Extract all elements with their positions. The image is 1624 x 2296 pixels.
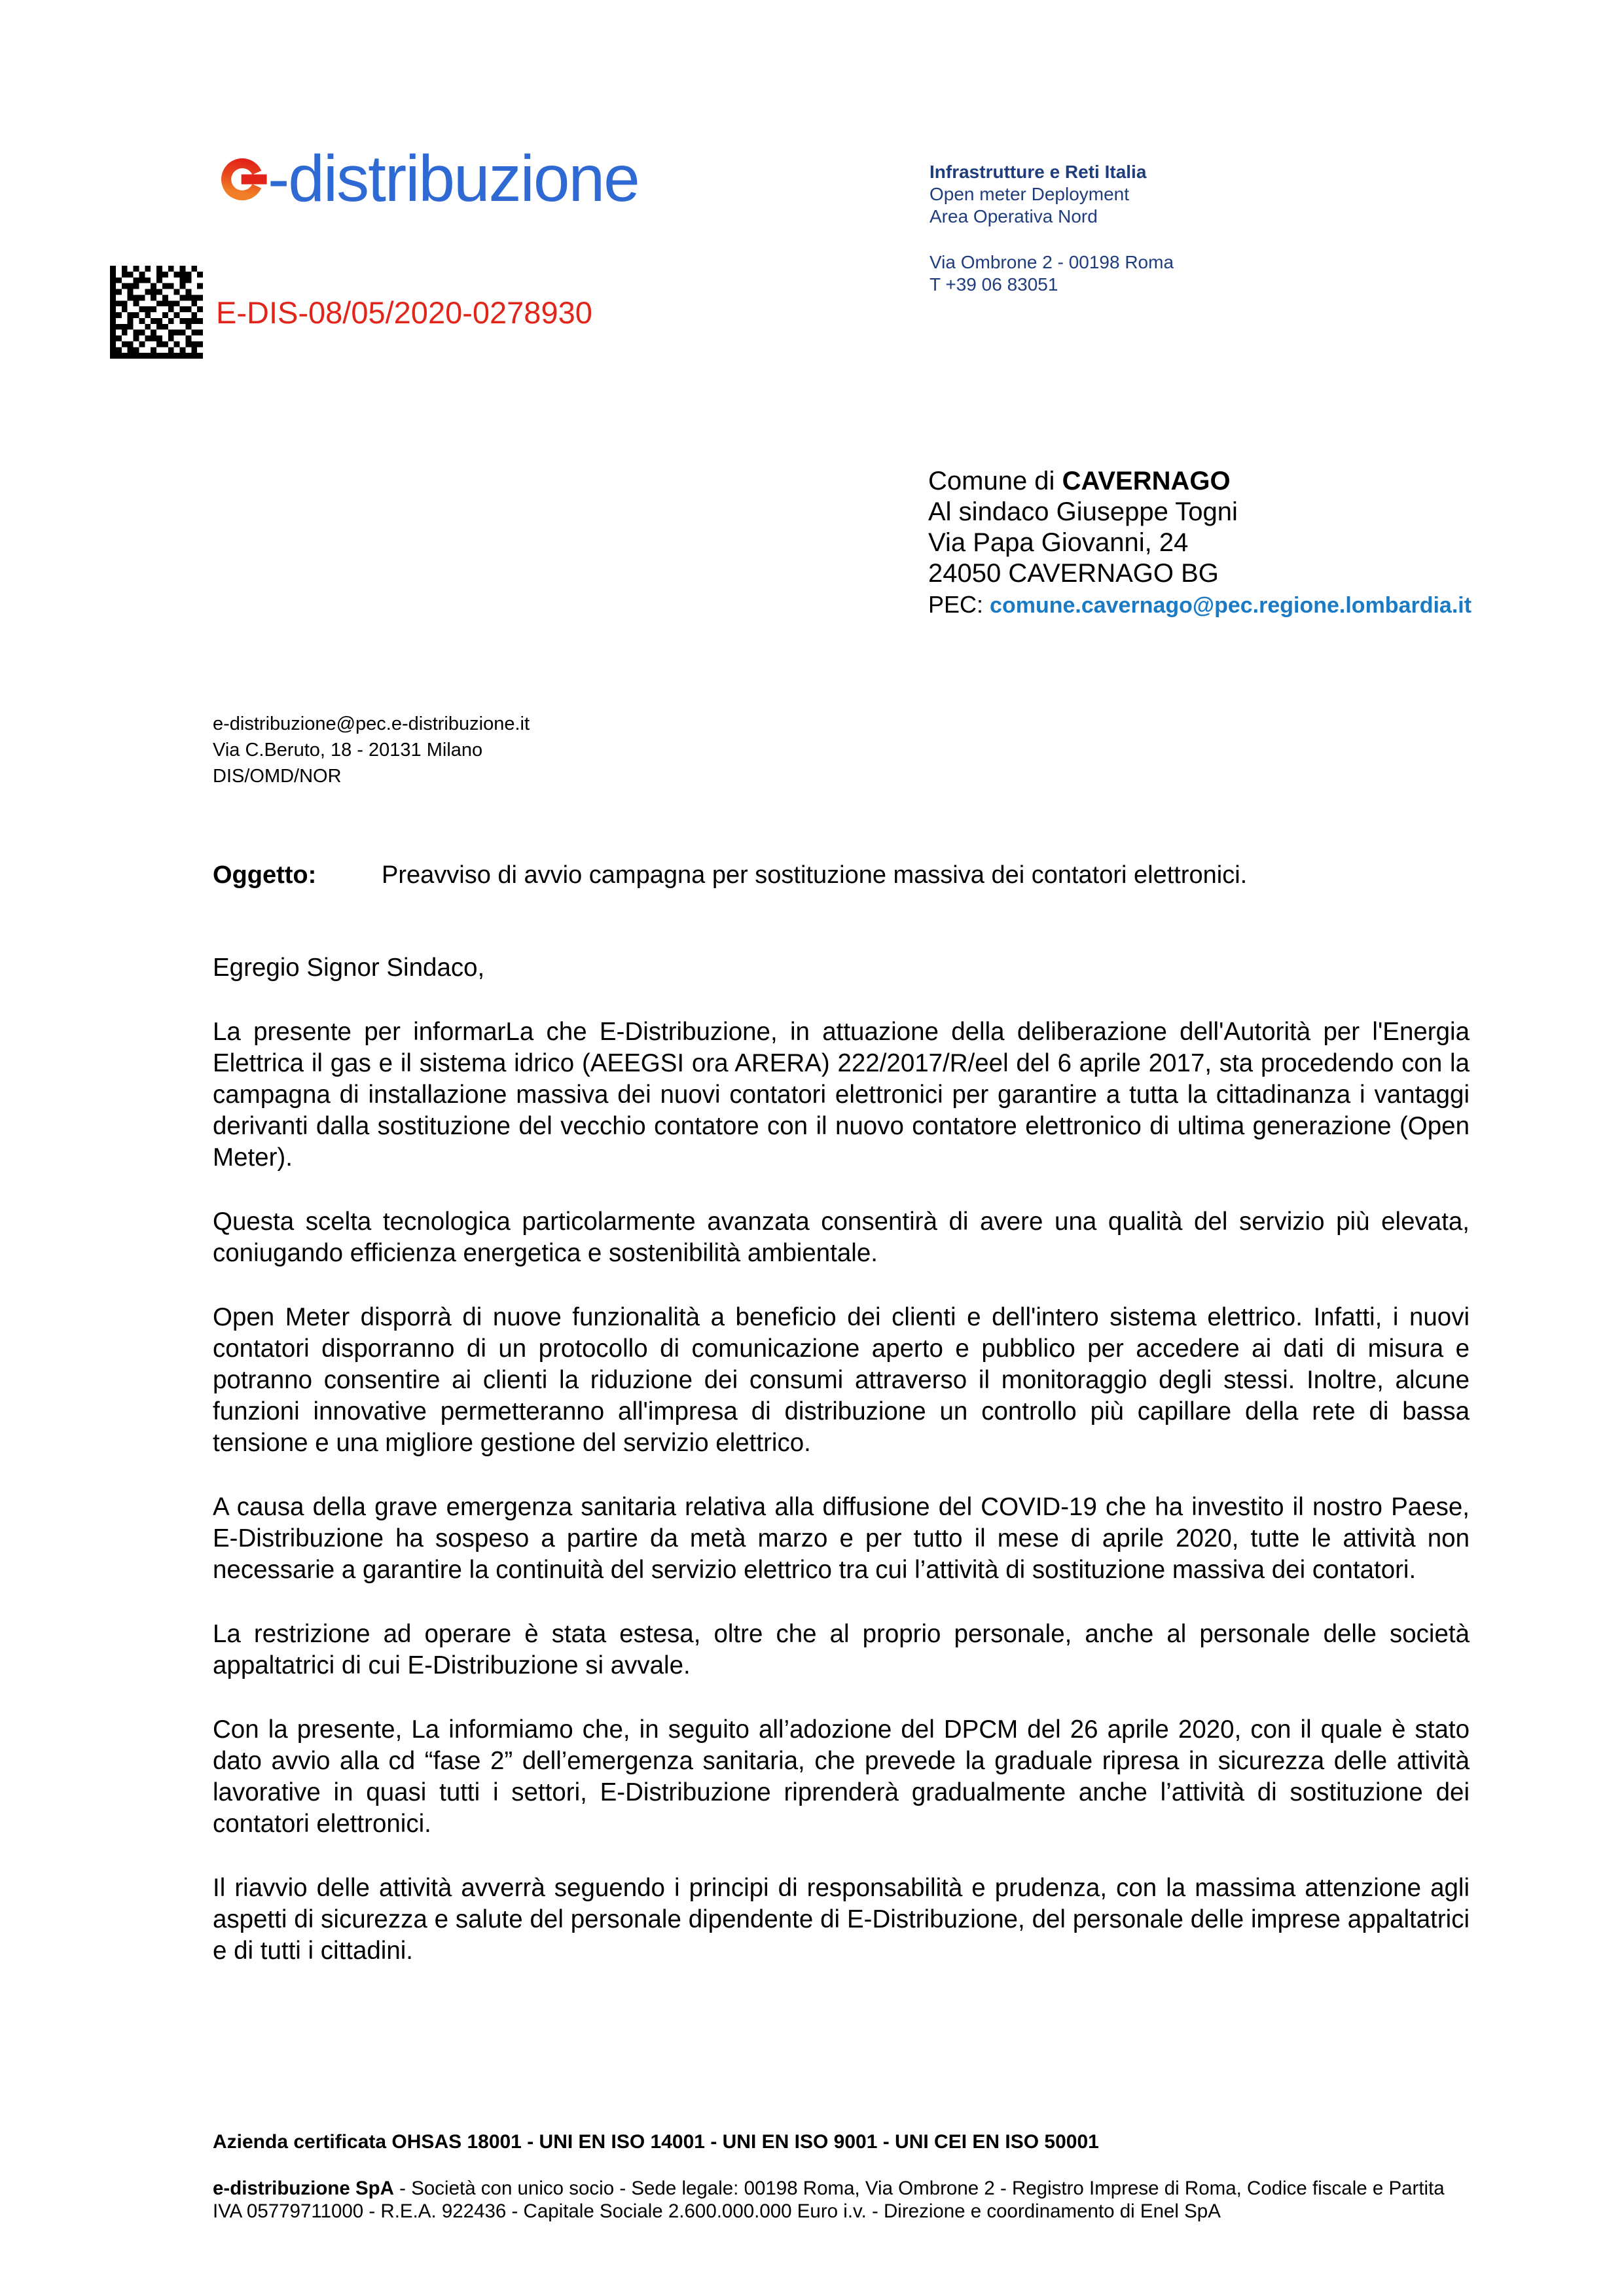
recipient-pec-line [928,589,1471,621]
header-area: Area Operativa Nord [929,206,1098,226]
header-address: Via Ombrone 2 - 00198 Roma [929,252,1174,272]
sender-unit: DIS/OMD/NOR [213,766,342,787]
recipient-prefix: Comune di [928,467,1062,495]
protocol-number: E-DIS-08/05/2020-0278930 [216,295,592,330]
datamatrix-svg [110,266,203,359]
paragraph: Questa scelta tecnologica particolarmente avanzata consentirà di avere una qualità del servizio più elevata, coniugando efficienza energetica e sostenibilità ambientale. [213,1208,1470,1267]
letter-body [213,952,1470,2000]
paragraph: Open Meter disporrà di nuove funzionalità a beneficio dei clienti e dell'intero sistema elettrico. Infatti, i nuovi contatori disporranno di un protocollo di comunicazione aperto e pubblico per accedere ai dati di misura e potranno consentire ai clienti la riduzione dei consumi attraverso il monitoraggio degli stessi. Inoltre, alcune funzioni innovative permetteranno all'impresa di distribuzione un controllo più capillare della rete di bassa tensione e una migliore gestione del servizio elettrico. [213,1303,1470,1457]
sender-address: Via C.Beruto, 18 - 20131 Milano [213,740,483,761]
recipient-line-mayor: Al sindaco Giuseppe Togni [928,497,1238,526]
recipient-line-city: 24050 CAVERNAGO BG [928,559,1219,588]
footer-certification: Azienda certificata OHSAS 18001 - UNI EN ISO 14001 - UNI EN ISO 9001 - UNI CEI EN ISO 50001 [213,2131,1099,2153]
paragraph: La restrizione ad operare è stata estesa, oltre che al proprio personale, anche al personale delle società appaltatrici di cui E-Distribuzione si avvale. [213,1620,1470,1679]
header-department: Open meter Deployment [929,184,1130,204]
pec-label: PEC: [928,591,990,618]
pec-email-link[interactable]: comune.cavernago@pec.regione.lombardia.it [990,593,1472,618]
header-spacer [929,228,1174,251]
footer-company-info [213,2177,1450,2223]
sender-email: e-distribuzione@pec.e-distribuzione.it [213,713,530,734]
paragraph: A causa della grave emergenza sanitaria relativa alla diffusione del COVID-19 che ha investito il nostro Paese, E-Distribuzione ha sospeso a partire da metà marzo e per tutto il mese di aprile 2020, tutte le attività non necessarie a garantire la continuità del servizio elettrico tra cui l’attività di sostituzione massiva dei contatori. [213,1493,1470,1584]
recipient-line-municipality [928,466,1471,497]
paragraph: Il riavvio delle attività avverrà seguendo i principi di responsabilità e prudenza, con la massima attenzione agli aspetti di sicurezza e salute del personale dipendente di E-Distribuzione, del personale delle imprese appaltatrici e di tutti i cittadini. [213,1874,1470,1965]
paragraph: La presente per informarLa che E-Distribuzione, in attuazione della deliberazione dell'Autorità per l'Energia Elettrica il gas e il sistema idrico (AEEGSI ora ARERA) 222/2017/R/eel del 6 aprile 2017, sta procedendo con la campagna di installazione massiva dei nuovi contatori elettronici per garantire a tutta la cittadinanza i vantaggi derivanti dalla sostituzione del vecchio contatore con il nuovo contatore elettronico di ultima generazione (Open Meter). [213,1018,1470,1172]
header-info-block [929,161,1174,296]
recipient-municipality-name: CAVERNAGO [1062,467,1231,495]
salutation: Egregio Signor Sindaco, [213,954,485,982]
recipient-block [928,466,1471,621]
footer-company-details: - Società con unico socio - Sede legale: 00198 Roma, Via Ombrone 2 - Registro Imprese di Roma, Codice fiscale e Partita IVA 05779711000 - R.E.A. 922436 - Capitale Sociale 2.600.000.000 Euro i.v. - Direzione e coordinamento di Enel SpA [213,2178,1445,2222]
subject-line [213,860,1247,890]
footer-company-name: e-distribuzione SpA [213,2178,394,2199]
e-logo-icon [221,156,268,203]
sender-block [213,711,530,789]
header-phone: T +39 06 83051 [929,274,1058,295]
paragraph: Con la presente, La informiamo che, in seguito all’adozione del DPCM del 26 aprile 2020, con il quale è stato dato avvio alla cd “fase 2” dell’emergenza sanitaria, che prevede la graduale ripresa in sicurezza delle attività lavorative in quasi tutti i settori, E-Distribuzione riprenderà gradualmente anche l’attività di sostituzione dei contatori elettronici. [213,1715,1470,1838]
header-division: Infrastrutture e Reti Italia [929,162,1147,182]
subject-label: Oggetto: [213,861,317,889]
datamatrix-barcode [110,266,203,359]
recipient-line-street: Via Papa Giovanni, 24 [928,528,1189,557]
subject-text: Preavviso di avvio campagna per sostituzione massiva dei contatori elettronici. [382,861,1248,889]
logo-wordmark: -distribuzione [268,142,639,215]
